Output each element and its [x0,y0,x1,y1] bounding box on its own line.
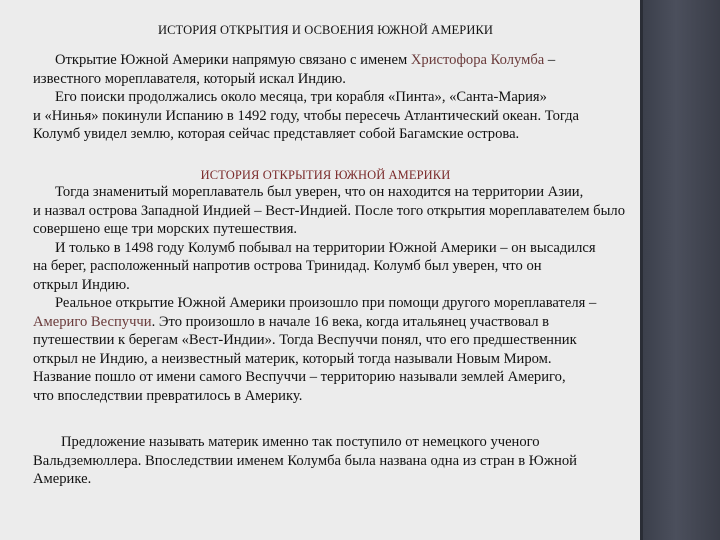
text-line: Тогда знаменитый мореплаватель был уверен, что он находится на территории Азии, [55,184,584,200]
columbus-link[interactable]: Христофора Колумба [410,52,545,68]
paragraph-naming [33,433,577,489]
text-line: открыл Индию. [33,276,130,293]
text-line: Предложение называть материк именно так поступило от немецкого ученого [61,434,540,450]
text-line: И только в 1498 году Колумб побывал на территории Южной Америки – он высадился [55,239,596,256]
paragraph-columbus [33,51,579,144]
paragraph-discovery [33,183,625,405]
text-line: путешествии к берегам «Вест-Индии». Тогда Веспуччи понял, что его предшественник [33,332,577,348]
text-line: Открытие Южной Америки напрямую связано с именем Христофора Колумба – [55,52,556,68]
text-line: открыл не Индию, а неизвестный материк, который тогда называли Новым Миром. [33,350,552,367]
text-line: Вальдземюллера. Впоследствии именем Колумба была названа одна из стран в Южной [33,452,577,469]
text-line: Америке. [33,471,92,487]
text-line: и назвал острова Западной Индией – Вест-Индией. После того открытия мореплавателем было [33,202,625,219]
vespucci-link[interactable]: Америго Веспуччи [33,313,152,330]
text-line: Колумб увидел землю, которая сейчас представляет собой Багамские острова. [33,126,520,142]
text-line: Америго Веспуччи. Это произошло в начале 16 века, когда итальянец участвовал в [33,313,550,330]
side-panel [640,0,720,540]
heading-history-discovery: ИСТОРИЯ ОТКРЫТИЯ ЮЖНОЙ АМЕРИКИ [200,168,451,182]
text-line: на берег, расположенный напротив острова Тринидад. Колумб был уверен, что он [33,258,542,274]
text-line: совершено еще три морских путешествия. [33,221,298,237]
text-line: Название пошло от имени самого Веспуччи – территорию называли землей Америго, [33,369,566,385]
text-line: Реальное открытие Южной Америки произошло при помощи другого мореплавателя – [55,295,597,311]
text-line: Его поиски продолжались около месяца, три корабля «Пинта», «Санта-Мария» [55,89,547,105]
text-line: известного мореплавателя, который искал Индию. [33,70,346,87]
text-line: и «Нинья» покинули Испанию в 1492 году, чтобы пересечь Атлантический океан. Тогда [33,107,580,124]
heading-history-exploration: ИСТОРИЯ ОТКРЫТИЯ И ОСВОЕНИЯ ЮЖНОЙ АМЕРИКИ [157,23,494,37]
text-line: что впоследствии превратилось в Америку. [33,387,303,404]
